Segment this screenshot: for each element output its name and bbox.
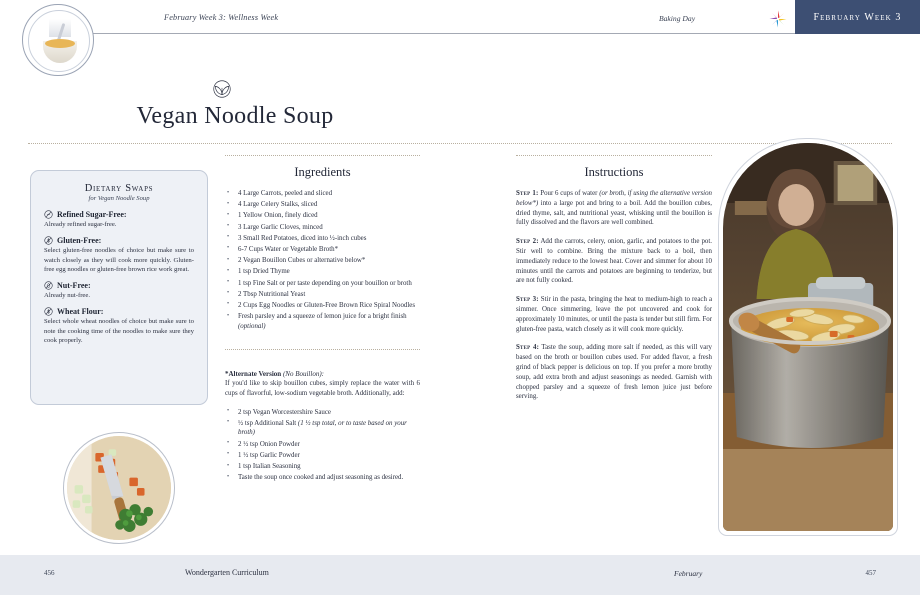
page-title: Vegan Noodle Soup bbox=[136, 103, 334, 129]
starburst-icon bbox=[768, 9, 788, 29]
alternate-rule bbox=[225, 349, 420, 350]
alternate-item: • 1 tsp Italian Seasoning bbox=[225, 462, 420, 472]
ingredient-item: • 2 Cups Egg Noodles or Gluten-Free Brown Rice Spiral Noodles bbox=[225, 301, 420, 311]
child-with-soup-pot-photo bbox=[718, 138, 898, 536]
ingredients-heading: Ingredients bbox=[294, 165, 351, 179]
soup-pot-illustration bbox=[723, 143, 893, 531]
ingredient-item: • 2 Tbsp Nutritional Yeast bbox=[225, 290, 420, 300]
ingredient-item: • 1 tsp Dried Thyme bbox=[225, 267, 420, 277]
instruction-step: Step 1: Pour 6 cups of water (or broth, if using the alternative version below*) into a large pot and bring to a boil. Add the bouillon cubes, dried thyme, salt, and nutritional yeast, whisking until the bouillon is fully dissolved and the flavors are well combined. bbox=[516, 190, 712, 227]
header-week-label: February Week 3: Wellness Week bbox=[164, 13, 279, 22]
alternate-title-bold: *Alternate Version bbox=[225, 370, 283, 379]
alternate-list bbox=[225, 408, 420, 483]
footer-month: February bbox=[674, 569, 703, 578]
instructions-heading: Instructions bbox=[584, 165, 644, 179]
alternate-item: • 2 tsp Vegan Worcestershire Sauce bbox=[225, 408, 420, 418]
alternate-title-italic: (No Bouillon): bbox=[282, 370, 324, 379]
dietary-swaps-title: Dietary Swaps bbox=[84, 183, 154, 194]
step-label: Step 4: bbox=[516, 344, 540, 352]
ingredient-item: • 6-7 Cups Water or Vegetable Broth* bbox=[225, 245, 420, 255]
swap-item bbox=[44, 307, 194, 345]
ingredient-item: • 4 Large Carrots, peeled and sliced bbox=[225, 189, 420, 199]
alternate-title bbox=[225, 370, 420, 378]
page-number-right: 457 bbox=[865, 569, 876, 577]
ingredient-item: • 2 Vegan Bouillon Cubes or alternative below* bbox=[225, 256, 420, 266]
ingredient-item: • 4 Large Celery Stalks, sliced bbox=[225, 200, 420, 210]
page-number-left: 456 bbox=[44, 569, 55, 577]
swap-text: Already refined sugar-free. bbox=[44, 221, 117, 228]
ingredients-column bbox=[225, 155, 420, 484]
instructions-column bbox=[516, 155, 712, 411]
soup-bowl-icon bbox=[28, 10, 90, 72]
no-gluten-icon bbox=[44, 236, 53, 245]
swap-text: Already nut-free. bbox=[44, 292, 91, 300]
instruction-step: Step 4: Taste the soup, adding more salt if needed, as this will vary based on the broth or bouillon cubes used. For added flavor, a fresh grind of black pepper is delicious on top. If you prefer a more brothy soup, add extra broth and adjust seasonings as needed. Garnish with chopped parsley and a squeeze of fresh lemon juice just before serving. bbox=[516, 344, 713, 401]
week-tab-label: February Week 3 bbox=[813, 11, 902, 23]
alternate-item: • Taste the soup once cooked and adjust seasoning as desired. bbox=[225, 473, 420, 483]
ingredients-rule bbox=[225, 155, 420, 156]
header-divider bbox=[58, 33, 920, 34]
soup-surface-shape bbox=[45, 39, 75, 48]
step-note: (or broth, if using the alternative version below*) bbox=[516, 190, 712, 207]
swap-name: Refined Sugar-Free: bbox=[57, 210, 127, 219]
ingredient-item: • 3 Small Red Potatoes, diced into ½-inch cubes bbox=[225, 234, 420, 244]
step-label: Step 1: bbox=[516, 190, 539, 197]
ingredients-list bbox=[225, 189, 420, 331]
no-wheat-icon bbox=[44, 307, 53, 316]
no-refined-sugar-icon bbox=[44, 210, 53, 219]
swap-item bbox=[44, 281, 194, 300]
step-label: Step 3: bbox=[516, 296, 539, 304]
soup-bowl-medallion bbox=[22, 4, 94, 76]
swap-item bbox=[44, 210, 194, 229]
chopped-vegetables-photo bbox=[63, 432, 175, 544]
instruction-step: Step 3: Stir in the pasta, bringing the heat to medium-high to reach a simmer. Once simmering, leave the pot uncovered and cook for approximately 10 minutes, or until the pasta is tender but still firm. For gluten-free pasta, watch closely as it will cook more quickly. bbox=[516, 296, 712, 333]
swap-text: Select gluten-free noodles of choice but make sure to watch closely as they will cook more quickly. Gluten-free egg noodles or gluten-free brown rice work great. bbox=[44, 247, 194, 273]
alternate-item: • ½ tsp Additional Salt (1 ½ tsp total, or to taste based on your broth) bbox=[225, 419, 420, 438]
swap-name: Wheat Flour: bbox=[57, 307, 104, 317]
instructions-rule bbox=[516, 155, 712, 156]
alternate-body: If you'd like to skip bouillon cubes, simply replace the water with 6 cups of flavorful, low-sodium vegetable broth. Additionally, add: bbox=[225, 380, 420, 397]
week-tab[interactable] bbox=[795, 0, 920, 34]
ingredient-item: • 3 Large Garlic Cloves, minced bbox=[225, 223, 420, 233]
leaf-sprout-icon bbox=[211, 78, 233, 100]
header-day-label: Baking Day bbox=[659, 14, 696, 23]
swap-name: Gluten-Free: bbox=[57, 236, 102, 246]
instruction-steps bbox=[516, 189, 712, 402]
ingredient-item: • 1 Yellow Onion, finely diced bbox=[225, 211, 420, 221]
page-footer bbox=[0, 555, 920, 595]
page-header bbox=[0, 0, 920, 40]
ingredient-item: • 1 tsp Fine Salt or per taste depending on your bouillon or broth bbox=[225, 279, 420, 289]
dietary-swaps-subtitle: for Vegan Noodle Soup bbox=[88, 195, 150, 202]
alternate-item: • 2 ½ tsp Onion Powder bbox=[225, 440, 420, 450]
no-nuts-icon bbox=[44, 281, 53, 290]
swap-name: Nut-Free: bbox=[57, 281, 91, 291]
chopped-vegetables-illustration bbox=[67, 436, 171, 540]
swap-item bbox=[44, 236, 194, 274]
swap-text: Select whole wheat noodles of choice but make sure to note the cooking time of the noodles to make sure they cook properly. bbox=[44, 318, 194, 345]
step-label: Step 2: bbox=[516, 238, 539, 246]
title-divider bbox=[28, 143, 892, 144]
footer-curriculum-title: Wondergarten Curriculum bbox=[185, 568, 269, 577]
ingredient-item: • Fresh parsley and a squeeze of lemon juice for a bright finish (optional) bbox=[225, 312, 420, 331]
dietary-swaps-card bbox=[30, 170, 208, 405]
instruction-step: Step 2: Add the carrots, celery, onion, garlic, and potatoes to the pot. Stir well to combine. Bring the mixture back to a boil, then immediately reduce to the lowest heat. Cover and simmer for about 10 minutes until the carrots and potatoes are beginning to tenderize, but are not fully cooked. bbox=[516, 238, 712, 285]
alternate-item: • 1 ½ tsp Garlic Powder bbox=[225, 451, 420, 461]
